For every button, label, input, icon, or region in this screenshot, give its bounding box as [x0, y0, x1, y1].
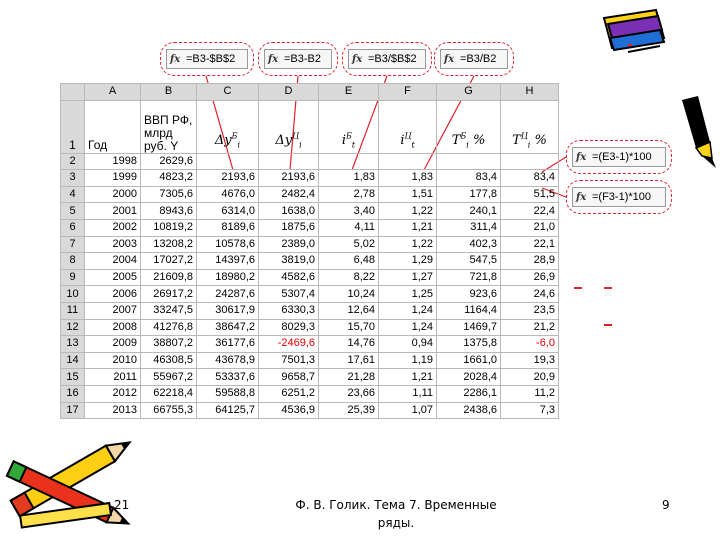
fx-icon: fx [352, 54, 363, 65]
row-header[interactable]: 7 [61, 236, 85, 253]
table-cell-year[interactable]: 2004 [85, 253, 141, 270]
table-cell-gdp[interactable]: 4823,2 [141, 170, 197, 187]
formula-text: =B3/B2 [460, 53, 497, 65]
table-cell-g[interactable]: 923,6 [437, 286, 501, 303]
table-cell-g[interactable]: 2438,6 [437, 402, 501, 419]
table-cell-gdp[interactable]: 7305,6 [141, 186, 197, 203]
formula-text: =(E3-1)*100 [592, 151, 652, 163]
table-cell-d[interactable]: 2482,4 [259, 186, 319, 203]
table-cell-g[interactable]: 2286,1 [437, 385, 501, 402]
table-cell-f[interactable]: 1,51 [379, 186, 437, 203]
table-cell-e[interactable]: 25,39 [319, 402, 379, 419]
table-cell-e[interactable]: 8,22 [319, 269, 379, 286]
table-cell-d[interactable]: 2389,0 [259, 236, 319, 253]
header-base-abs-change-cell[interactable] [197, 100, 259, 153]
table-cell-g[interactable]: 547,5 [437, 253, 501, 270]
table-cell-h[interactable]: 28,9 [501, 253, 559, 270]
column-header[interactable]: C [197, 84, 259, 101]
table-cell-gdp[interactable]: 33247,5 [141, 302, 197, 319]
row-header[interactable]: 17 [61, 402, 85, 419]
formula-text: =(F3-1)*100 [592, 191, 652, 203]
table-cell-f[interactable]: 1,11 [379, 385, 437, 402]
table-cell-f[interactable]: 1,83 [379, 170, 437, 187]
table-cell-year[interactable]: 1998 [85, 153, 141, 170]
red-dash-mark [574, 287, 582, 289]
table-cell-gdp[interactable]: 66755,3 [141, 402, 197, 419]
fx-icon: fx [576, 192, 587, 203]
row-header[interactable]: 5 [61, 203, 85, 220]
row-header[interactable]: 2 [61, 153, 85, 170]
table-cell-h[interactable]: 19,3 [501, 352, 559, 369]
footer-page-right: 9 [662, 498, 670, 512]
table-cell-c[interactable]: 4676,0 [197, 186, 259, 203]
table-cell-g[interactable] [437, 153, 501, 170]
row-header[interactable]: 9 [61, 269, 85, 286]
table-cell-e[interactable] [319, 153, 379, 170]
table-cell-c[interactable]: 64125,7 [197, 402, 259, 419]
header-base-index-cell[interactable] [319, 100, 379, 153]
table-cell-g[interactable]: 2028,4 [437, 369, 501, 386]
row-header[interactable]: 13 [61, 336, 85, 353]
table-cell-f[interactable]: 1,07 [379, 402, 437, 419]
table-cell-e[interactable]: 12,64 [319, 302, 379, 319]
header-gdp-line: млрд [144, 125, 173, 140]
table-cell-f[interactable]: 1,22 [379, 236, 437, 253]
table-cell-gdp[interactable]: 8943,6 [141, 203, 197, 220]
table-cell-f[interactable] [379, 153, 437, 170]
base-rate-formula: $T^Б_i$ % [451, 131, 486, 150]
row-header[interactable]: 15 [61, 369, 85, 386]
table-cell-d[interactable]: 4536,9 [259, 402, 319, 419]
table-cell-d[interactable]: 1638,0 [259, 203, 319, 220]
table-row [61, 170, 559, 187]
formula-text: =B3/$B$2 [368, 53, 417, 65]
table-cell-c[interactable]: 36177,6 [197, 336, 259, 353]
table-cell-gdp[interactable]: 38807,2 [141, 336, 197, 353]
table-cell-c[interactable]: 8189,6 [197, 219, 259, 236]
header-year-cell[interactable]: Год [85, 100, 141, 153]
table-cell-year[interactable]: 2009 [85, 336, 141, 353]
table-cell-year[interactable]: 1999 [85, 170, 141, 187]
table-cell-g[interactable]: 721,8 [437, 269, 501, 286]
table-cell-c[interactable]: 59588,8 [197, 385, 259, 402]
table-cell-c[interactable]: 14397,6 [197, 253, 259, 270]
red-dash-mark [604, 287, 612, 289]
table-cell-f[interactable]: 0,94 [379, 336, 437, 353]
header-chain-rate-cell[interactable] [501, 100, 559, 153]
table-cell-gdp[interactable]: 55967,2 [141, 369, 197, 386]
table-cell-f[interactable]: 1,24 [379, 319, 437, 336]
table-cell-year[interactable]: 2010 [85, 352, 141, 369]
table-cell-h[interactable]: 22,4 [501, 203, 559, 220]
table-cell-h[interactable]: 21,2 [501, 319, 559, 336]
table-cell-gdp[interactable]: 46308,5 [141, 352, 197, 369]
table-cell-gdp[interactable]: 62218,4 [141, 385, 197, 402]
row-header[interactable]: 6 [61, 219, 85, 236]
base-index-formula: $i^Б_t$ [341, 131, 356, 150]
table-cell-f[interactable]: 1,27 [379, 269, 437, 286]
table-cell-c[interactable]: 24287,6 [197, 286, 259, 303]
column-header[interactable]: G [437, 84, 501, 101]
table-cell-d[interactable]: 5307,4 [259, 286, 319, 303]
chain-rate-formula: $T^Ц_i$ % [512, 131, 547, 150]
table-row [61, 352, 559, 369]
table-cell-d[interactable]: 2193,6 [259, 170, 319, 187]
table-cell-c[interactable]: 18980,2 [197, 269, 259, 286]
table-cell-gdp[interactable]: 17027,2 [141, 253, 197, 270]
fx-icon: fx [576, 152, 587, 163]
table-cell-year[interactable]: 2001 [85, 203, 141, 220]
table-cell-h[interactable]: 7,3 [501, 402, 559, 419]
table-cell-d[interactable]: 7501,3 [259, 352, 319, 369]
table-cell-h[interactable]: 22,1 [501, 236, 559, 253]
formula-text: =B3-B2 [284, 53, 321, 65]
table-cell-gdp[interactable]: 21609,8 [141, 269, 197, 286]
table-cell-d[interactable]: 6251,2 [259, 385, 319, 402]
table-cell-c[interactable]: 2193,6 [197, 170, 259, 187]
table-cell-h[interactable] [501, 153, 559, 170]
table-cell-c[interactable]: 10578,6 [197, 236, 259, 253]
table-cell-h[interactable]: 24,6 [501, 286, 559, 303]
table-cell-f[interactable]: 1,19 [379, 352, 437, 369]
table-cell-f[interactable]: 1,21 [379, 219, 437, 236]
header-gdp-line: ВВП РФ, [144, 112, 193, 127]
row-header[interactable]: 4 [61, 186, 85, 203]
table-cell-year[interactable]: 2000 [85, 186, 141, 203]
table-cell-c[interactable] [197, 153, 259, 170]
table-row [61, 385, 559, 402]
table-cell-gdp[interactable]: 2629,6 [141, 153, 197, 170]
table-cell-year[interactable]: 2002 [85, 219, 141, 236]
row-header[interactable]: 16 [61, 385, 85, 402]
table-row [61, 336, 559, 353]
table-cell-c[interactable]: 30617,9 [197, 302, 259, 319]
table-cell-g[interactable]: 1164,4 [437, 302, 501, 319]
table-cell-e[interactable]: 3,40 [319, 203, 379, 220]
row-header[interactable]: 11 [61, 302, 85, 319]
fx-icon: fx [170, 54, 181, 65]
red-dash-mark [604, 324, 612, 326]
table-cell-year[interactable]: 2003 [85, 236, 141, 253]
table-cell-e[interactable]: 23,66 [319, 385, 379, 402]
fx-icon: fx [444, 54, 455, 65]
base-abs-change-formula: $\Delta y^Б_i$ [214, 131, 241, 150]
table-row [61, 302, 559, 319]
table-row [61, 186, 559, 203]
table-row [61, 153, 559, 170]
table-cell-g[interactable]: 402,3 [437, 236, 501, 253]
column-header[interactable]: F [379, 84, 437, 101]
table-cell-d[interactable]: 3819,0 [259, 253, 319, 270]
table-cell-f[interactable]: 1,25 [379, 286, 437, 303]
table-cell-g[interactable]: 1469,7 [437, 319, 501, 336]
table-cell-c[interactable]: 43678,9 [197, 352, 259, 369]
table-cell-g[interactable]: 311,4 [437, 219, 501, 236]
table-row [61, 253, 559, 270]
table-cell-e[interactable]: 2,78 [319, 186, 379, 203]
table-cell-c[interactable]: 6314,0 [197, 203, 259, 220]
footer-caption: Ф. В. Голик. Тема 7. Временные ряды. [295, 498, 497, 530]
table-cell-e[interactable]: 6,48 [319, 253, 379, 270]
row-header[interactable]: 14 [61, 352, 85, 369]
select-all-corner[interactable] [61, 84, 85, 101]
table-cell-gdp[interactable]: 26917,2 [141, 286, 197, 303]
table-cell-f[interactable]: 1,29 [379, 253, 437, 270]
header-chain-index-cell[interactable] [379, 100, 437, 153]
table-cell-e[interactable]: 21,28 [319, 369, 379, 386]
table-cell-e[interactable]: 14,76 [319, 336, 379, 353]
row-header[interactable]: 10 [61, 286, 85, 303]
table-row [61, 286, 559, 303]
row-header[interactable]: 12 [61, 319, 85, 336]
table-cell-g[interactable]: 240,1 [437, 203, 501, 220]
table-cell-d[interactable]: 6330,3 [259, 302, 319, 319]
table-cell-e[interactable]: 10,24 [319, 286, 379, 303]
table-cell-gdp[interactable]: 10819,2 [141, 219, 197, 236]
table-row [61, 319, 559, 336]
table-row [61, 402, 559, 419]
fx-icon: fx [268, 54, 279, 65]
table-row [61, 369, 559, 386]
table-header-row [61, 100, 559, 153]
table-cell-g[interactable]: 1375,8 [437, 336, 501, 353]
table-cell-year[interactable]: 2006 [85, 286, 141, 303]
table-cell-h[interactable]: 21,0 [501, 219, 559, 236]
column-header[interactable]: D [259, 84, 319, 101]
table-cell-h[interactable]: 23,5 [501, 302, 559, 319]
table-cell-d[interactable] [259, 153, 319, 170]
header-gdp-cell[interactable] [141, 100, 197, 153]
formula-text: =B3-$B$2 [186, 53, 236, 65]
table-cell-gdp[interactable]: 13208,2 [141, 236, 197, 253]
table-cell-d[interactable]: 8029,3 [259, 319, 319, 336]
table-cell-f[interactable]: 1,24 [379, 302, 437, 319]
table-cell-h[interactable]: 51,5 [501, 186, 559, 203]
chain-index-formula: $i^Ц_t$ [400, 131, 415, 150]
spreadsheet-table [60, 83, 559, 419]
column-header-row [61, 84, 559, 101]
table-cell-f[interactable]: 1,21 [379, 369, 437, 386]
column-header[interactable]: H [501, 84, 559, 101]
table-cell-e[interactable]: 1,83 [319, 170, 379, 187]
table-cell-d[interactable]: -2469,6 [259, 336, 319, 353]
table-cell-g[interactable]: 177,8 [437, 186, 501, 203]
table-cell-d[interactable]: 4582,6 [259, 269, 319, 286]
column-header[interactable]: E [319, 84, 379, 101]
row-header[interactable]: 3 [61, 170, 85, 187]
footer-page-left: 21 [114, 498, 130, 512]
table-row [61, 203, 559, 220]
chain-abs-change-formula: $\Delta y^Ц_i$ [275, 131, 302, 150]
header-gdp-line: руб. Y [144, 138, 179, 153]
row-header[interactable]: 8 [61, 253, 85, 270]
column-header[interactable]: B [141, 84, 197, 101]
table-cell-year[interactable]: 2005 [85, 269, 141, 286]
table-cell-h[interactable]: 11,2 [501, 385, 559, 402]
table-cell-year[interactable]: 2011 [85, 369, 141, 386]
table-row [61, 219, 559, 236]
table-cell-g[interactable]: 83,4 [437, 170, 501, 187]
table-cell-year[interactable]: 2013 [85, 402, 141, 419]
table-cell-c[interactable]: 38647,2 [197, 319, 259, 336]
header-base-rate-cell[interactable] [437, 100, 501, 153]
table-cell-c[interactable]: 53337,6 [197, 369, 259, 386]
table-cell-e[interactable]: 15,70 [319, 319, 379, 336]
table-cell-h[interactable]: 20,9 [501, 369, 559, 386]
table-cell-h[interactable]: -6,0 [501, 336, 559, 353]
column-header[interactable]: A [85, 84, 141, 101]
table-cell-h[interactable]: 26,9 [501, 269, 559, 286]
red-dash-mark [628, 44, 632, 46]
table-row [61, 236, 559, 253]
table-cell-h[interactable]: 83,4 [501, 170, 559, 187]
table-cell-f[interactable]: 1,22 [379, 203, 437, 220]
table-row [61, 269, 559, 286]
row-header[interactable]: 1 [61, 100, 85, 153]
table-cell-d[interactable]: 9658,7 [259, 369, 319, 386]
table-cell-e[interactable]: 5,02 [319, 236, 379, 253]
table-cell-gdp[interactable]: 41276,8 [141, 319, 197, 336]
header-chain-abs-change-cell[interactable] [259, 100, 319, 153]
table-cell-year[interactable]: 2007 [85, 302, 141, 319]
table-cell-year[interactable]: 2008 [85, 319, 141, 336]
table-cell-year[interactable]: 2012 [85, 385, 141, 402]
table-cell-e[interactable]: 4,11 [319, 219, 379, 236]
table-cell-e[interactable]: 17,61 [319, 352, 379, 369]
table-cell-d[interactable]: 1875,6 [259, 219, 319, 236]
table-cell-g[interactable]: 1661,0 [437, 352, 501, 369]
